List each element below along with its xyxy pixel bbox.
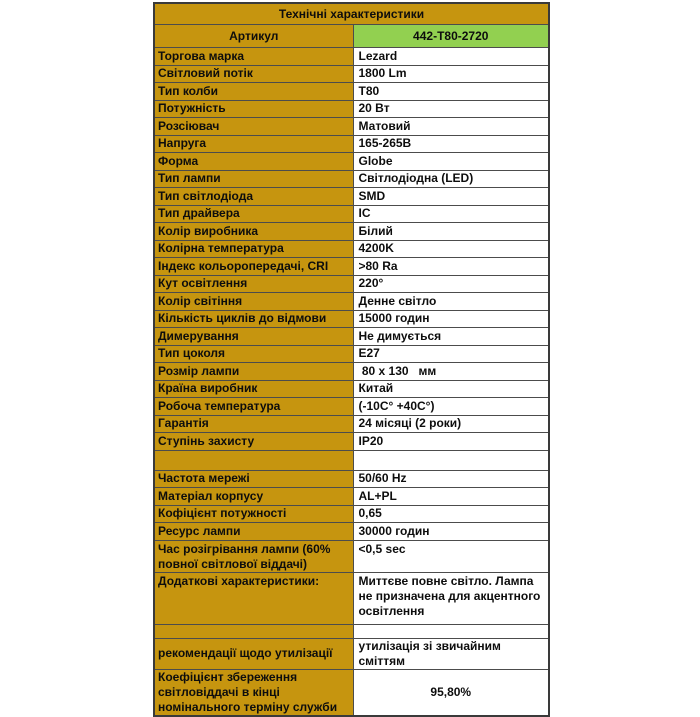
spec-label: Тип лампи bbox=[154, 170, 353, 188]
spec-label: Коефіцієнт збереження світловіддачі в кінці номінального терміну служби bbox=[154, 669, 353, 716]
spec-value: 24 місяці (2 роки) bbox=[353, 415, 549, 433]
article-row bbox=[154, 25, 549, 48]
spec-row bbox=[154, 523, 549, 541]
spec-value: Не димується bbox=[353, 328, 549, 346]
spec-value: утилізація зі звичайним сміттям bbox=[353, 638, 549, 669]
spec-row bbox=[154, 345, 549, 363]
spec-label: Торгова марка bbox=[154, 48, 353, 66]
spec-label: Робоча температура bbox=[154, 398, 353, 416]
spec-value: 30000 годин bbox=[353, 523, 549, 541]
spec-label: Тип колби bbox=[154, 83, 353, 101]
spec-value: 220° bbox=[353, 275, 549, 293]
spec-row bbox=[154, 328, 549, 346]
spec-row bbox=[154, 488, 549, 506]
spec-value: 0,65 bbox=[353, 505, 549, 523]
spec-row bbox=[154, 135, 549, 153]
spec-label: Розмір лампи bbox=[154, 363, 353, 381]
spec-value: 80 x 130 мм bbox=[353, 363, 549, 381]
spec-row bbox=[154, 100, 549, 118]
spec-row bbox=[154, 572, 549, 624]
spec-table bbox=[153, 2, 550, 717]
spec-row bbox=[154, 310, 549, 328]
spec-row bbox=[154, 205, 549, 223]
spec-label: Форма bbox=[154, 153, 353, 171]
spec-label: Напруга bbox=[154, 135, 353, 153]
spec-label: Кут освітлення bbox=[154, 275, 353, 293]
spec-row bbox=[154, 505, 549, 523]
spec-row bbox=[154, 293, 549, 311]
spec-value: Матовий bbox=[353, 118, 549, 136]
spec-value: E27 bbox=[353, 345, 549, 363]
spec-row bbox=[154, 398, 549, 416]
spec-value: 1800 Lm bbox=[353, 65, 549, 83]
spec-row bbox=[154, 380, 549, 398]
spec-value: Китай bbox=[353, 380, 549, 398]
spec-label: Час розігрівання лампи (60% повної світлової віддачі) bbox=[154, 540, 353, 572]
spec-row bbox=[154, 540, 549, 572]
spec-value: 95,80% bbox=[353, 669, 549, 716]
spec-label: Країна виробник bbox=[154, 380, 353, 398]
spec-label: Потужність bbox=[154, 100, 353, 118]
spec-label: Матеріал корпусу bbox=[154, 488, 353, 506]
spec-value: Globe bbox=[353, 153, 549, 171]
spec-label: рекомендації щодо утилізації bbox=[154, 638, 353, 669]
spec-row bbox=[154, 65, 549, 83]
spacer-row bbox=[154, 450, 549, 470]
spec-row bbox=[154, 240, 549, 258]
spec-label: Тип драйвера bbox=[154, 205, 353, 223]
spec-value: Lezard bbox=[353, 48, 549, 66]
spec-label: Ресурс лампи bbox=[154, 523, 353, 541]
spec-value: 20 Вт bbox=[353, 100, 549, 118]
spec-label: Тип світлодіода bbox=[154, 188, 353, 206]
spec-value: >80 Ra bbox=[353, 258, 549, 276]
article-number: 442-T80-2720 bbox=[353, 25, 549, 48]
spacer-row bbox=[154, 624, 549, 638]
spec-label: Розсіювач bbox=[154, 118, 353, 136]
spec-value: Білий bbox=[353, 223, 549, 241]
spec-label: Частота мережі bbox=[154, 470, 353, 488]
spec-row bbox=[154, 118, 549, 136]
spec-label: Світловий потік bbox=[154, 65, 353, 83]
table-title: Технічні характеристики bbox=[154, 3, 549, 25]
spec-label: Колірна температура bbox=[154, 240, 353, 258]
spec-row bbox=[154, 433, 549, 451]
spec-table-body bbox=[154, 48, 549, 716]
spec-value: <0,5 sec bbox=[353, 540, 549, 572]
spec-value: AL+PL bbox=[353, 488, 549, 506]
spec-label: Колір світіння bbox=[154, 293, 353, 311]
spec-value: IP20 bbox=[353, 433, 549, 451]
spec-value: 15000 годин bbox=[353, 310, 549, 328]
article-label: Артикул bbox=[154, 25, 353, 48]
spec-value: (-10C° +40C°) bbox=[353, 398, 549, 416]
spec-value: T80 bbox=[353, 83, 549, 101]
spec-value: 50/60 Hz bbox=[353, 470, 549, 488]
spec-value: IC bbox=[353, 205, 549, 223]
spec-label bbox=[154, 624, 353, 638]
spec-label: Гарантія bbox=[154, 415, 353, 433]
spec-label: Кофіцієнт потужності bbox=[154, 505, 353, 523]
spec-value: Денне світло bbox=[353, 293, 549, 311]
spec-sheet bbox=[153, 2, 548, 717]
spec-row bbox=[154, 275, 549, 293]
spec-label: Кількість циклів до відмови bbox=[154, 310, 353, 328]
spec-label: Ступінь захисту bbox=[154, 433, 353, 451]
spec-value: Світлодіодна (LED) bbox=[353, 170, 549, 188]
spec-value: SMD bbox=[353, 188, 549, 206]
spec-value: Миттєве повне світло. Лампа не призначена для акцентного освітлення bbox=[353, 572, 549, 624]
spec-row bbox=[154, 258, 549, 276]
spec-label: Колір виробника bbox=[154, 223, 353, 241]
spec-value: 4200K bbox=[353, 240, 549, 258]
spec-label: Індекс кольоропередачі, CRI bbox=[154, 258, 353, 276]
spec-value bbox=[353, 624, 549, 638]
spec-label bbox=[154, 450, 353, 470]
spec-row bbox=[154, 153, 549, 171]
spec-row bbox=[154, 669, 549, 716]
spec-label: Димерування bbox=[154, 328, 353, 346]
spec-row bbox=[154, 48, 549, 66]
spec-row bbox=[154, 638, 549, 669]
spec-row bbox=[154, 470, 549, 488]
spec-row bbox=[154, 83, 549, 101]
spec-row bbox=[154, 363, 549, 381]
spec-value bbox=[353, 450, 549, 470]
spec-row bbox=[154, 415, 549, 433]
spec-value: 165-265В bbox=[353, 135, 549, 153]
spec-row bbox=[154, 188, 549, 206]
table-title-row bbox=[154, 3, 549, 25]
spec-label: Тип цоколя bbox=[154, 345, 353, 363]
spec-row bbox=[154, 170, 549, 188]
spec-label: Додаткові характеристики: bbox=[154, 572, 353, 624]
spec-row bbox=[154, 223, 549, 241]
